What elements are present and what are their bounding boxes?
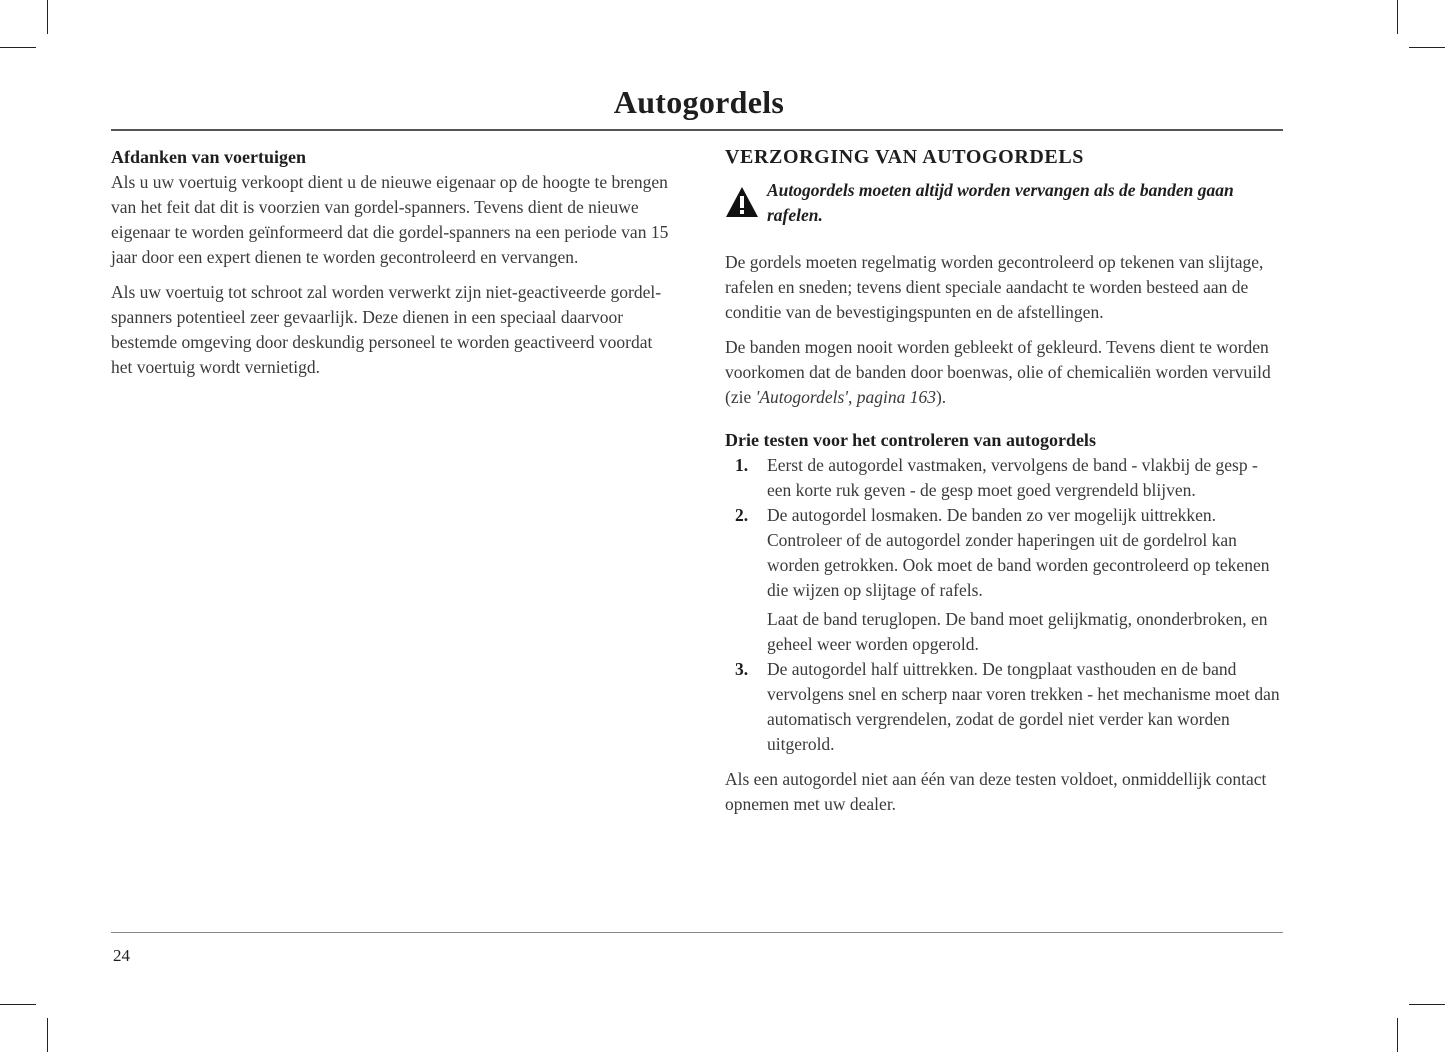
page-title: Autogordels [613,84,785,120]
crop-mark [47,0,48,34]
left-column [111,145,671,390]
crop-mark [1409,47,1445,48]
disposal-heading: Afdanken van voertuigen [111,147,307,167]
closing-paragraph: Als een autogordel niet aan één van deze testen voldoet, onmiddellijk contact opnemen met uw dealer. [725,769,1267,814]
list-item [725,657,1285,757]
header-rule [111,129,1283,131]
disposal-paragraph: Als u uw voertuig verkoopt dient u de nieuwe eigenaar op de hoogte te brengen van het feit dat dit is voorzien van gordel-spanners. Tevens dient de nieuwe eigenaar te worden geïnformeerd dat die gordel-spanners na een periode van 15 jaar door een expert dienen te worden gecontroleerd en vervangen. [111,172,669,267]
tests-heading: Drie testen voor het controleren van autogordels [725,430,1096,450]
care-paragraph: De gordels moeten regelmatig worden gecontroleerd op tekenen van slijtage, rafelen en sneden; tevens dient speciale aandacht te worden besteed aan de conditie van de bevestigingspunten en de afstellingen. [725,252,1264,322]
list-item [725,503,1285,657]
test-text: De autogordel half uittrekken. De tongplaat vasthouden en de band vervolgens snel en scherp naar voren trekken - het mechanisme moet dan automatisch vergrendelen, zodat de gordel niet verder kan worden uitgerold. [767,659,1280,754]
care-paragraph-end: ). [935,387,947,407]
care-section-title: VERZORGING VAN AUTOGORDELS [725,146,1085,168]
warning-text: Autogordels moeten altijd worden vervangen als de banden gaan rafelen. [767,180,1234,225]
test-list [725,453,1285,757]
page-reference-link[interactable]: 'Autogordels', pagina 163 [755,387,936,407]
disposal-paragraph: Als uw voertuig tot schroot zal worden verwerkt zijn niet-geactiveerde gordel-spanners potentieel zeer gevaarlijk. Deze dienen in een speciaal daarvoor bestemde omgeving door deskundig personeel te worden geactiveerd voordat het voertuig wordt vernietigd. [111,282,662,377]
list-item [725,453,1285,503]
crop-mark [1397,1018,1398,1052]
test-extra-text: Laat de band teruglopen. De band moet gelijkmatig, ononderbroken, en geheel weer worden opgerold. [767,609,1268,654]
crop-mark [1397,0,1398,34]
test-text: Eerst de autogordel vastmaken, vervolgens de band - vlakbij de gesp - een korte ruk geven - de gesp moet goed vergrendeld blijven. [767,455,1258,500]
care-paragraph [725,335,1285,410]
test-number: 2. [735,505,749,525]
crop-mark [0,1004,36,1005]
care-paragraph-text: De banden mogen nooit worden gebleekt of gekleurd. Tevens dient te worden voorkomen dat de banden door boenwas, olie of chemicaliën worden vervuild (zie [725,337,1271,407]
right-column [725,145,1285,827]
warning-box [725,178,1285,228]
crop-mark [47,1018,48,1052]
page-number: 24 [113,946,130,965]
test-text: De autogordel losmaken. De banden zo ver mogelijk uittrekken. Controleer of de autogordel zonder haperingen uit de gordelrol kan worden getrokken. Ook moet de band worden gecontroleerd op tekenen die wijzen op slijtage of rafels. [767,505,1270,600]
crop-mark [0,47,36,48]
test-number: 3. [735,659,749,679]
warning-triangle-icon [725,186,759,218]
crop-mark [1409,1004,1445,1005]
test-number: 1. [735,455,749,475]
footer-rule [111,932,1283,933]
